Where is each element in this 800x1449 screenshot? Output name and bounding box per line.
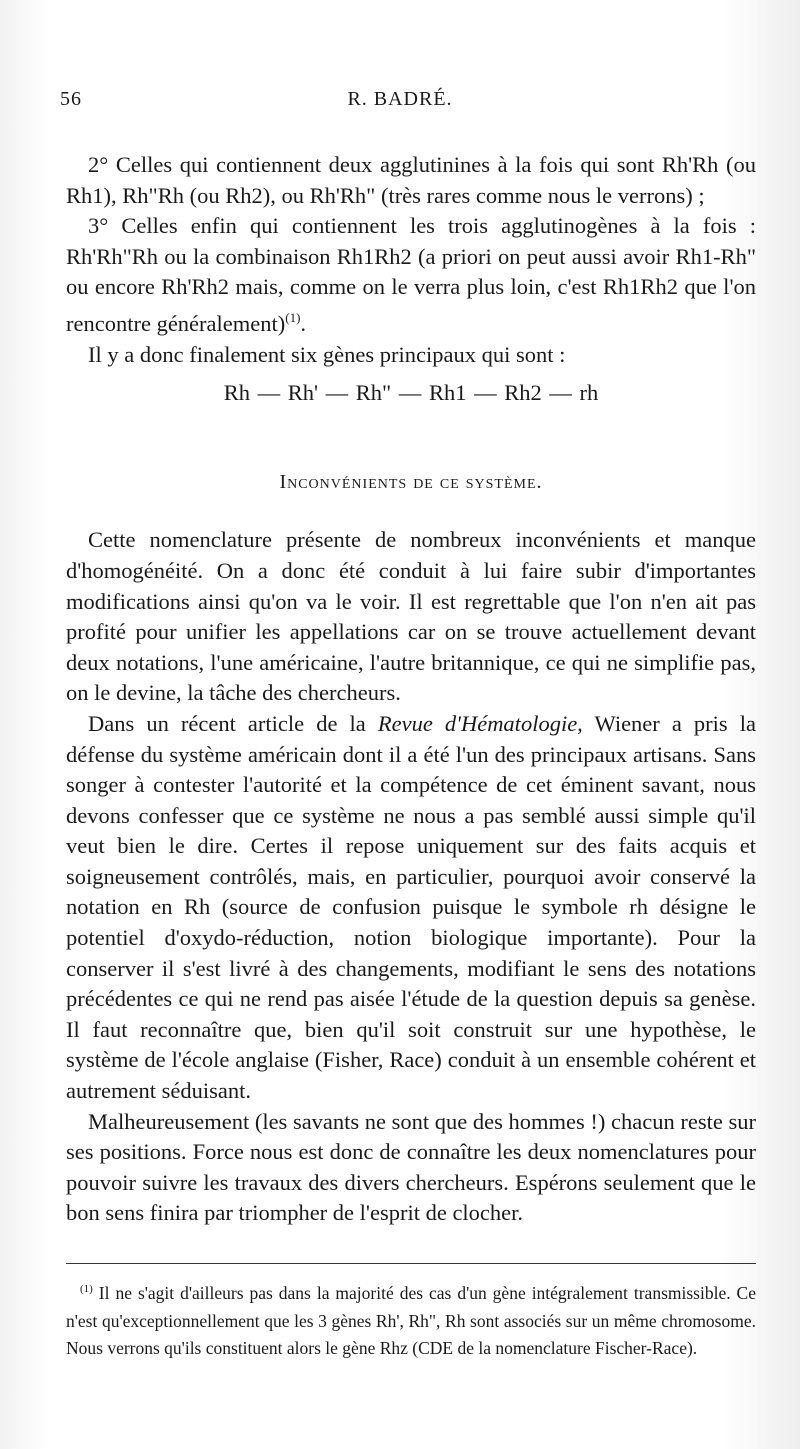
- journal-title: Revue d'Hématologie,: [377, 710, 583, 736]
- gene-formula: Rh — Rh' — Rh" — Rh1 — Rh2 — rh: [223, 380, 599, 406]
- footnote-reference: (1): [285, 309, 301, 325]
- page-header: [60, 88, 740, 118]
- footnote-mark: (1): [80, 1283, 93, 1295]
- footnote-text: Il ne s'agit d'ailleurs pas dans la majorité des cas d'un gène intégralement transmissible. Ce n'est qu'exceptionnellement que les 3 gènes Rh', Rh", Rh sont associés sur un même chromosome. Nous verrons qu'ils constituent alors le gène Rhz (CDE de la nomenclature Fischer-Race).: [66, 1283, 756, 1358]
- running-title: R. BADRÉ.: [347, 88, 453, 110]
- paragraph-3: [66, 211, 756, 339]
- paragraph-2-text: 2° Celles qui contiennent deux agglutinines à la fois qui sont Rh'Rh (ou Rh1), Rh"Rh (ou Rh2), ou Rh'Rh" (très rares comme nous le verrons) ;: [66, 152, 756, 208]
- paragraph-3-text: 3° Celles enfin qui contiennent les trois agglutinogènes à la fois : Rh'Rh"Rh ou la combinaison Rh1Rh2 (a priori on peut aussi avoir Rh1-Rh" ou encore Rh'Rh2 mais, comme on le verra plus loin, c'est Rh1Rh2 que l'on rencontre généralement): [66, 213, 756, 336]
- paragraph-wiener-rest: Wiener a pris la défense du système américain dont il a été l'un des principaux artisans. Sans songer à contester l'autorité et la compétence de cet éminent savant, nous devons confesser que ce système ne nous a pas semblé aussi simple qu'il veut bien le dire. Certes il repose uniquement sur des faits acquis et soigneusement contrôlés, mais, en particulier, pourquoi avoir conservé la notation en Rh (source de confusion puisque le symbole rh désigne le potentiel d'oxydo-réduction, notion biologique importante). Pour la conserver il s'est livré à des changements, modifiant le sens des notations précédentes ce qui ne rend pas aisée l'étude de la question depuis sa genèse. Il faut reconnaître que, bien qu'il soit construit sur une hypothèse, le système de l'école anglaise (Fisher, Race) conduit à un ensemble cohérent et autrement séduisant.: [66, 710, 756, 1104]
- page-number: 56: [60, 88, 82, 110]
- footnote-separator: [66, 1263, 756, 1264]
- paragraph-malheureusement: Malheureusement (les savants ne sont que des hommes !) chacun reste sur ses positions. Force nous est donc de connaître les deux nomenclatures pour pouvoir suivre les travaux des divers chercheurs. Espérons seulement que le bon sens finira par triompher de l'esprit de clocher.: [66, 1108, 756, 1226]
- paragraph-2: [66, 150, 756, 211]
- footnote: [66, 1276, 756, 1363]
- body-text: [66, 150, 756, 1229]
- section-title: Inconvénients de ce système.: [279, 470, 543, 493]
- paragraph-wiener: [66, 709, 756, 1107]
- paragraph-3-end: .: [300, 310, 307, 336]
- paragraph-inconvenients: Cette nomenclature présente de nombreux inconvénients et manque d'homogénéité. On a donc été conduit à lui faire subir d'importantes modifications ainsi qu'on va le voir. Il est regrettable que l'on n'en ait pas profité pour unifier les appellations car on se trouve actuellement devant deux notations, l'une américaine, l'autre britannique, ce qui ne simplifie pas, on le devine, la tâche des chercheurs.: [66, 527, 756, 706]
- paragraph-genes: Il y a donc finalement six gènes principaux qui sont :: [88, 341, 566, 367]
- paragraph-wiener-start: Dans un récent article de la: [88, 710, 378, 736]
